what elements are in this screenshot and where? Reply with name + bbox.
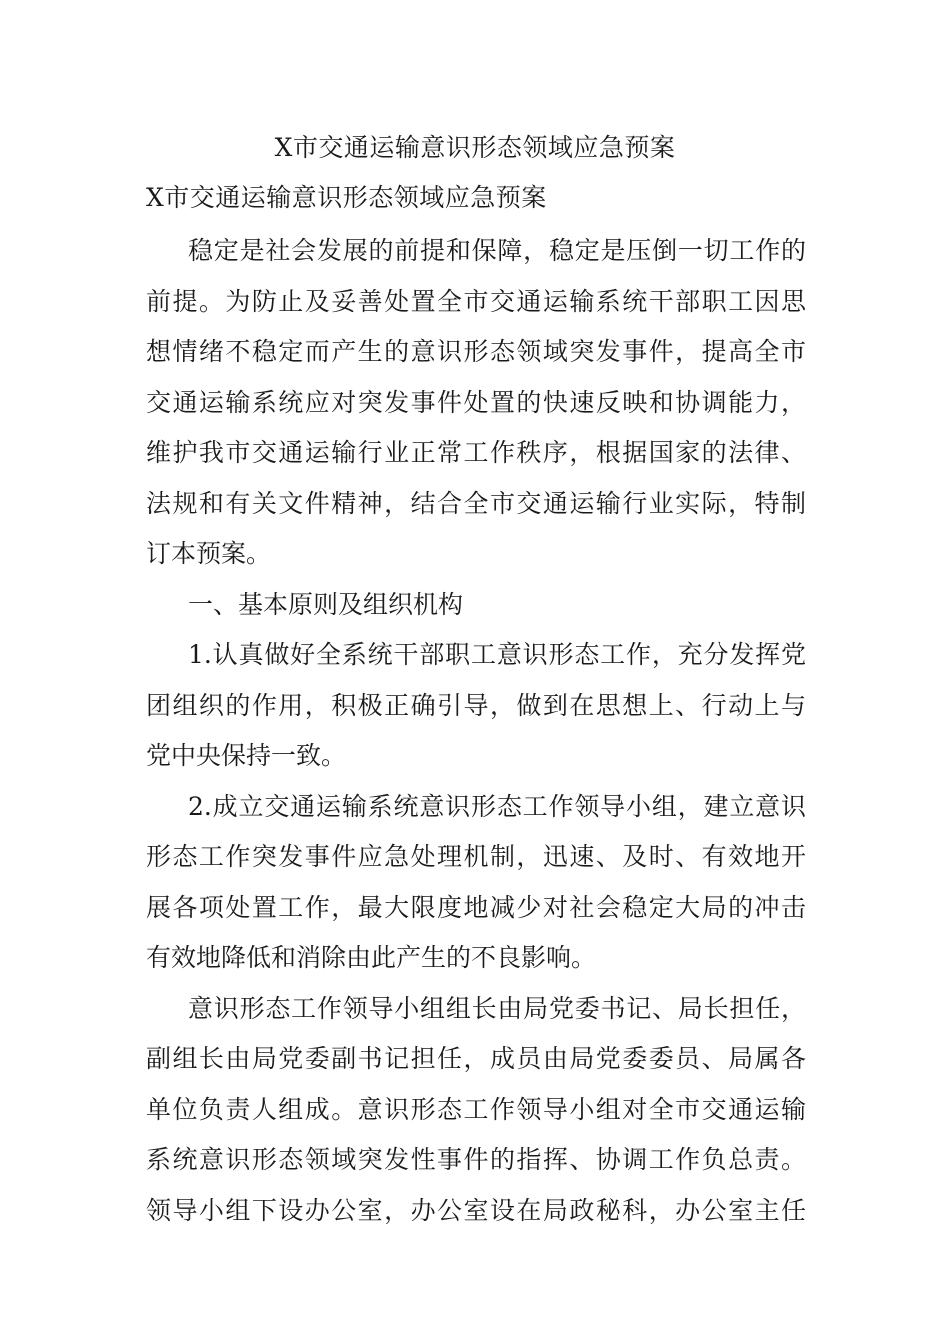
document-subtitle: X市交通运输意识形态领域应急预案 bbox=[146, 183, 547, 212]
text-line: 党中央保持一致。 bbox=[146, 741, 347, 770]
text-line: 交通运输系统应对突发事件处置的快速反映和协调能力， bbox=[146, 387, 806, 417]
text-line: 稳定是社会发展的前提和保障，稳定是压倒一切工作的 bbox=[188, 236, 806, 265]
text-line: 前提。为防止及妥善处置全市交通运输系统干部职工因思 bbox=[146, 286, 806, 316]
paragraph-item-2 bbox=[146, 782, 806, 984]
text-line: 维护我市交通运输行业正常工作秩序，根据国家的法律、 bbox=[146, 438, 806, 467]
text-line: 系统意识形态领域突发性事件的指挥、协调工作负总责。 bbox=[146, 1145, 806, 1174]
document-body bbox=[146, 226, 806, 1236]
text-line: 想情绪不稳定而产生的意识形态领域突发事件，提高全市 bbox=[146, 337, 806, 366]
paragraph-leadership bbox=[146, 984, 806, 1237]
text-line: 副组长由局党委副书记担任，成员由局党委委员、局属各 bbox=[146, 1044, 806, 1073]
text-line: 领导小组下设办公室，办公室设在局政秘科，办公室主任 bbox=[146, 1195, 806, 1225]
section-heading bbox=[146, 580, 806, 631]
text-line: 法规和有关文件精神，结合全市交通运输行业实际，特制 bbox=[146, 488, 806, 518]
text-line: 形态工作突发事件应急处理机制，迅速、及时、有效地开 bbox=[146, 842, 806, 871]
text-line: 1.认真做好全系统干部职工意识形态工作，充分发挥党 bbox=[188, 640, 806, 669]
text-line: 单位负责人组成。意识形态工作领导小组对全市交通运输 bbox=[146, 1094, 806, 1124]
text-line: 展各项处置工作，最大限度地减少对社会稳定大局的冲击 bbox=[146, 892, 806, 922]
text-line: 2.成立交通运输系统意识形态工作领导小组，建立意识 bbox=[188, 791, 806, 821]
text-line: 团组织的作用，积极正确引导，做到在思想上、行动上与 bbox=[146, 690, 806, 720]
text-line: 一、基本原则及组织机构 bbox=[188, 589, 464, 619]
text-line: 有效地降低和消除由此产生的不良影响。 bbox=[146, 943, 597, 972]
text-line: 意识形态工作领导小组组长由局党委书记、局长担任， bbox=[188, 993, 806, 1023]
text-line: 订本预案。 bbox=[146, 539, 272, 568]
document-title: X市交通运输意识形态领域应急预案 bbox=[274, 133, 676, 162]
paragraph-intro bbox=[146, 226, 806, 580]
paragraph-item-1 bbox=[146, 630, 806, 782]
